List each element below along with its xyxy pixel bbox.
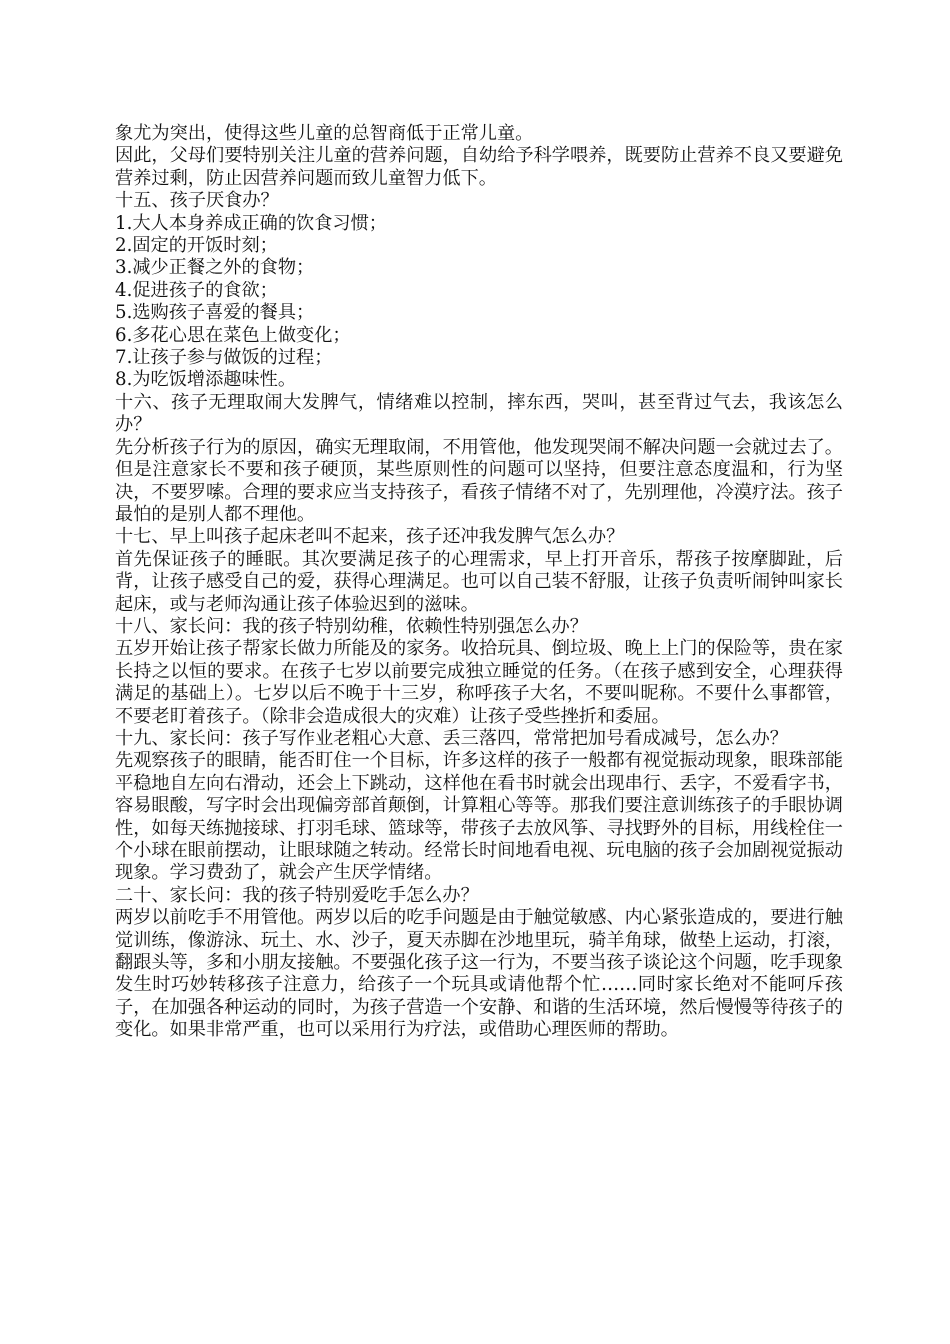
list-item-7: 7.让孩子参与做饭的过程； [115, 347, 333, 369]
answer-19: 先观察孩子的眼睛，能否盯住一个目标，许多这样的孩子一般都有视觉振动现象，眼珠部能平稳地自左向右滑动，还会上下跳动，这样他在看书时就会出现串行、丢字，不爱看字书，容易眼酸，写字时会出现偏旁部首颠倒，计算粗心等等。那我们要注意训练孩子的手眼协调性，如每天练抛接球、打羽毛球、篮球等，带孩子去放风筝、寻找野外的目标，用线栓住一个小球在眼前摆动，让眼球随之转动。经常长时间地看电视、玩电脑的孩子会加剧视觉振动现象。学习费劲了，就会产生厌学情绪。 [115, 750, 843, 884]
list-item-1: 1.大人本身养成正确的饮食习惯； [115, 212, 387, 234]
list-item-5: 5.选购孩子喜爱的餐具； [115, 302, 315, 324]
list-item-3: 3.减少正餐之外的食物； [115, 257, 315, 279]
answer-18: 五岁开始让孩子帮家长做力所能及的家务。收拾玩具、倒垃圾、晚上上门的保险等，贵在家长持之以恒的要求。在孩子七岁以前要完成独立睡觉的任务。（在孩子感到安全，心理获得满足的基础上）。七岁以后不晚于十三岁，称呼孩子大名，不要叫昵称。不要什么事都管，不要老盯着孩子。（除非会造成很大的灾难）让孩子受些挫折和委屈。 [115, 638, 843, 727]
heading-16-tantrums: 十六、孩子无理取闹大发脾气，情绪难以控制，摔东西，哭叫，甚至背过气去，我该怎么办？ [115, 391, 843, 436]
list-item-2: 2.固定的开饭时刻； [115, 235, 278, 257]
document-page [115, 123, 843, 1042]
heading-15-picky-eating: 十五、孩子厌食办？ [115, 190, 279, 212]
heading-20-thumb-sucking: 二十、家长问：我的孩子特别爱吃手怎么办？ [115, 884, 479, 906]
heading-19-carelessness: 十九、家长问：孩子写作业老粗心大意、丢三落四，常常把加号看成减号，怎么办？ [115, 727, 788, 749]
answer-20: 两岁以前吃手不用管他。两岁以后的吃手问题是由于触觉敏感、内心紧张造成的，要进行触觉训练，像游泳、玩土、水、沙子，夏天赤脚在沙地里玩，骑羊角球，做垫上运动，打滚，翻跟头等，多和小朋友接触。不要强化孩子这一行为，不要当孩子谈论这个问题，吃手现象发生时巧妙转移孩子注意力，给孩子一个玩具或请他帮个忙……同时家长绝对不能呵斥孩子，在加强各种运动的同时，为孩子营造一个安静、和谐的生活环境，然后慢慢等待孩子的变化。如果非常严重，也可以采用行为疗法，或借助心理医师的帮助。 [115, 907, 843, 1041]
answer-16: 先分析孩子行为的原因，确实无理取闹，不用管他，他发现哭闹不解决问题一会就过去了。但是注意家长不要和孩子硬顶，某些原则性的问题可以坚持，但要注意态度温和，行为坚决，不要罗嗦。合理的要求应当支持孩子，看孩子情绪不对了，先别理他，冷漠疗法。孩子最怕的是别人都不理他。 [115, 436, 843, 525]
list-item-4: 4.促进孩子的食欲； [115, 279, 278, 301]
paragraph-nutrition-advice: 因此，父母们要特别关注儿童的营养问题，自幼给予科学喂养，既要防止营养不良又要避免营养过剩，防止因营养问题而致儿童智力低下。 [115, 145, 843, 189]
list-item-6: 6.多花心思在菜色上做变化； [115, 324, 351, 346]
heading-17-waking-up: 十七、早上叫孩子起床老叫不起来，孩子还冲我发脾气怎么办？ [115, 526, 625, 548]
list-item-8: 8.为吃饭增添趣味性。 [115, 369, 297, 391]
answer-17: 首先保证孩子的睡眠。其次要满足孩子的心理需求，早上打开音乐，帮孩子按摩脚趾，后背，让孩子感受自己的爱，获得心理满足。也可以自己装不舒服，让孩子负责听闹钟叫家长起床，或与老师沟通让孩子体验迟到的滋味。 [115, 548, 843, 615]
heading-18-dependence: 十八、家长问：我的孩子特别幼稚，依赖性特别强怎么办？ [115, 615, 588, 637]
paragraph-nutrition-end: 象尤为突出，使得这些儿童的总智商低于正常儿童。 [115, 123, 534, 144]
